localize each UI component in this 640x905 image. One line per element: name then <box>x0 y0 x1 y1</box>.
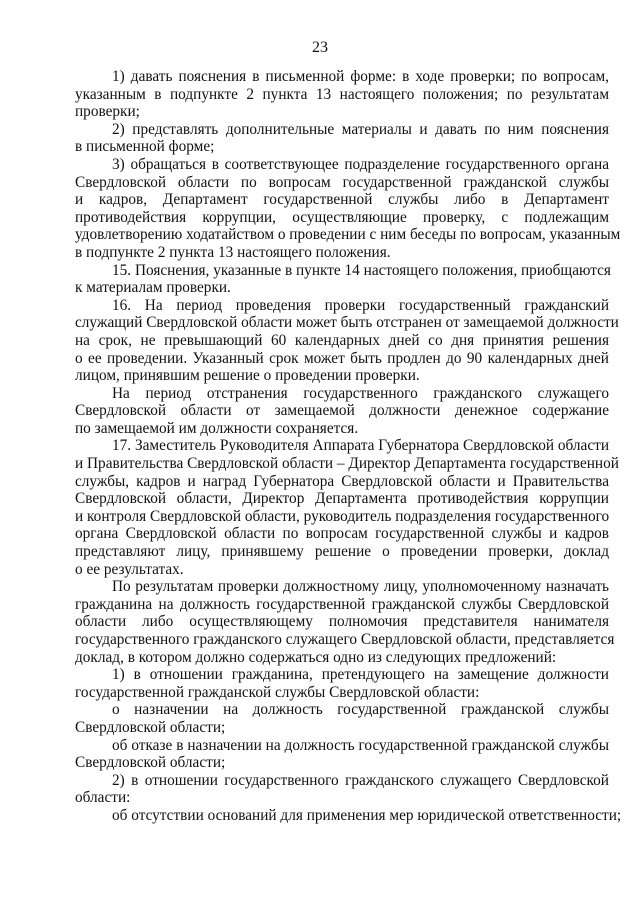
text-line: области: <box>75 789 131 807</box>
document-body <box>75 68 622 825</box>
text-line: органа Свердловской области по вопросам государственной службы и кадров <box>75 525 609 543</box>
text-line: служащий Свердловской области может быть отстранен от замещаемой должности <box>75 314 619 332</box>
text-line: на срок, не превышающий 60 календарных дней со дня принятия решения <box>75 331 609 349</box>
text-line: в письменной форме; <box>75 138 215 156</box>
text-line: государственной гражданской службы Свердловской области: <box>75 683 480 701</box>
text-line: 16. На период проведения проверки государственный гражданский <box>112 296 609 314</box>
text-line: об отсутствии оснований для применения мер юридической ответственности; <box>112 806 622 824</box>
text-line: о ее проведении. Указанный срок может быть продлен до 90 календарных дней <box>75 349 609 367</box>
text-line: по замещаемой им должности сохраняется. <box>75 419 359 437</box>
text-line: 1) в отношении гражданина, претендующего на замещение должности <box>112 666 609 684</box>
text-line: области либо осуществляющему полномочия представителя нанимателя <box>75 613 609 631</box>
text-line: 3) обращаться в соответствующее подразделение государственного органа <box>112 155 609 173</box>
text-line: доклад, в котором должно содержаться одно из следующих предложений: <box>75 648 557 666</box>
text-line: Свердловской области; <box>75 754 226 772</box>
text-line: об отказе в назначении на должность государственной гражданской службы <box>112 736 609 754</box>
text-line: 2) в отношении государственного гражданского служащего Свердловской <box>112 771 609 789</box>
text-line: 17. Заместитель Руководителя Аппарата Губернатора Свердловской области <box>112 437 609 455</box>
text-line: Свердловской области, Директор Департамента противодействия коррупции <box>75 490 609 508</box>
text-line: 2) представлять дополнительные материалы и давать по ним пояснения <box>112 120 609 138</box>
text-line: о ее результатах. <box>75 560 184 578</box>
text-line: в подпункте 2 пункта 13 настоящего положения. <box>75 243 391 261</box>
text-line: и Правительства Свердловской области – Директор Департамента государственной <box>75 455 619 473</box>
text-line: гражданина на должность государственной гражданской службы Свердловской <box>75 595 609 613</box>
text-line: Свердловской области; <box>75 718 226 736</box>
text-line: государственного гражданского служащего Свердловской области, представляется <box>75 631 615 648</box>
text-line: 15. Пояснения, указанные в пункте 14 настоящего положения, приобщаются <box>112 261 611 279</box>
text-line: 1) давать пояснения в письменной форме: в ходе проверки; по вопросам, <box>112 68 609 85</box>
text-line: противодействия коррупции, осуществляющие проверку, с подлежащим <box>75 208 609 226</box>
text-line: По результатам проверки должностному лицу, уполномоченному назначать <box>112 578 609 596</box>
text-line: о назначении на должность государственной гражданской службы <box>112 701 609 719</box>
text-line: проверки; <box>75 103 140 121</box>
text-line: лицом, принявшим решение о проведении проверки. <box>75 367 420 385</box>
text-line: представляют лицу, принявшему решение о проведении проверки, доклад <box>75 543 609 561</box>
text-line: службы, кадров и наград Губернатора Свердловской области и Правительства <box>75 472 609 490</box>
text-line: к материалам проверки. <box>75 279 231 297</box>
text-line: и кадров, Департамент государственной службы либо в Департамент <box>75 191 609 209</box>
text-line: На период отстранения государственного гражданского служащего <box>112 384 609 402</box>
text-line: указанным в подпункте 2 пункта 13 настоящего положения; по результатам <box>75 85 609 103</box>
text-line: и контроля Свердловской области, руководитель подразделения государственного <box>75 507 610 525</box>
text-line: удовлетворению ходатайством о проведении с ним беседы по вопросам, указанным <box>75 226 621 244</box>
text-line: Свердловской области по вопросам государственной гражданской службы <box>75 173 609 191</box>
page-number: 23 <box>312 39 328 56</box>
text-line: Свердловской области от замещаемой должности денежное содержание <box>75 402 609 420</box>
